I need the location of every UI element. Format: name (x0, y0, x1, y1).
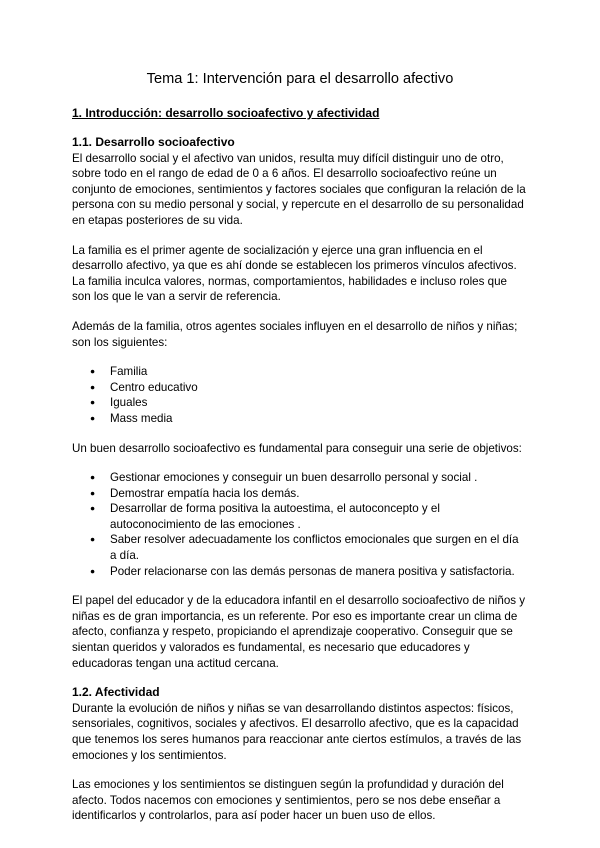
paragraph-objetivos: Un buen desarrollo socioafectivo es fundamental para conseguir una serie de objetivos: (72, 441, 522, 455)
paragraph-emociones: Las emociones y los sentimientos se distinguen según la profundidad y duración del afecto. Todos nacemos con emociones y sentimientos, pero se nos debe enseñar a identificarlos y controlarlos, para así poder hacer un buen uso de ellos. (72, 778, 504, 823)
list-item: ● Desarrollar de forma positiva la autoestima, el autoconcepto y el autoconocimiento de las emociones . (110, 501, 528, 532)
list-item: ● Poder relacionarse con las demás personas de manera positiva y satisfactoria. (110, 564, 528, 580)
subsection-1-1-heading: 1.1. Desarrollo socioafectivo (72, 135, 235, 149)
list-item: ● Mass media (110, 411, 528, 427)
list-item: ● Saber resolver adecuadamente los conflictos emocionales que surgen en el día a día. (110, 532, 528, 563)
paragraph-afectividad-intro: Durante la evolución de niños y niñas se van desarrollando distintos aspectos: físicos, sensoriales, cognitivos, sociales y afectivos. El desarrollo afectivo, que es la capacidad que tenemos los seres humanos para reaccionar ante ciertos estímulos, a través de las emociones y los sentimientos. (72, 701, 522, 762)
list-item: ● Demostrar empatía hacia los demás. (110, 486, 528, 502)
document-title: Tema 1: Intervención para el desarrollo afectivo (146, 71, 454, 87)
list-item: ● Iguales (110, 395, 528, 411)
paragraph-agentes: Además de la familia, otros agentes sociales influyen en el desarrollo de niños y niñas; son los siguientes: (72, 319, 518, 349)
agents-list (72, 364, 528, 426)
subsection-1-2-heading: 1.2. Afectividad (72, 685, 160, 700)
objectives-list (72, 470, 528, 579)
list-item: ● Centro educativo (110, 380, 528, 396)
list-item: ● Gestionar emociones y conseguir un buen desarrollo personal y social . (110, 470, 528, 486)
paragraph-familia: La familia es el primer agente de socialización y ejerce una gran influencia en el desarrollo afectivo, ya que es ahí donde se establecen los primeros vínculos afectivos. La familia inculca valores, normas, comportamientos, habilidades e incluso roles que son los que le van a servir de referencia. (72, 243, 517, 304)
list-item: ● Familia (110, 364, 528, 380)
section-1-heading: 1. Introducción: desarrollo socioafectivo y afectividad (72, 106, 380, 120)
paragraph-educador: El papel del educador y de la educadora infantil en el desarrollo socioafectivo de niños y niñas es de gran importancia, es un referente. Por eso es importante crear un clima de afecto, confianza y respeto, propiciando el aprendizaje cooperativo. Conseguir que se sientan queridos y valorados es fundamental, es necesario que educadores y educadoras tengan una actitud cercana. (72, 594, 526, 670)
paragraph-socioafectivo-intro: El desarrollo social y el afectivo van unidos, resulta muy difícil distinguir uno de otro, sobre todo en el rango de edad de 0 a 6 años. El desarrollo socioafectivo reúne un conjunto de emociones, sentimientos y factores sociales que configuran la relación de la persona con su medio personal y social, y repercute en el desarrollo de su personalidad en etapas posteriores de su vida. (72, 151, 526, 227)
